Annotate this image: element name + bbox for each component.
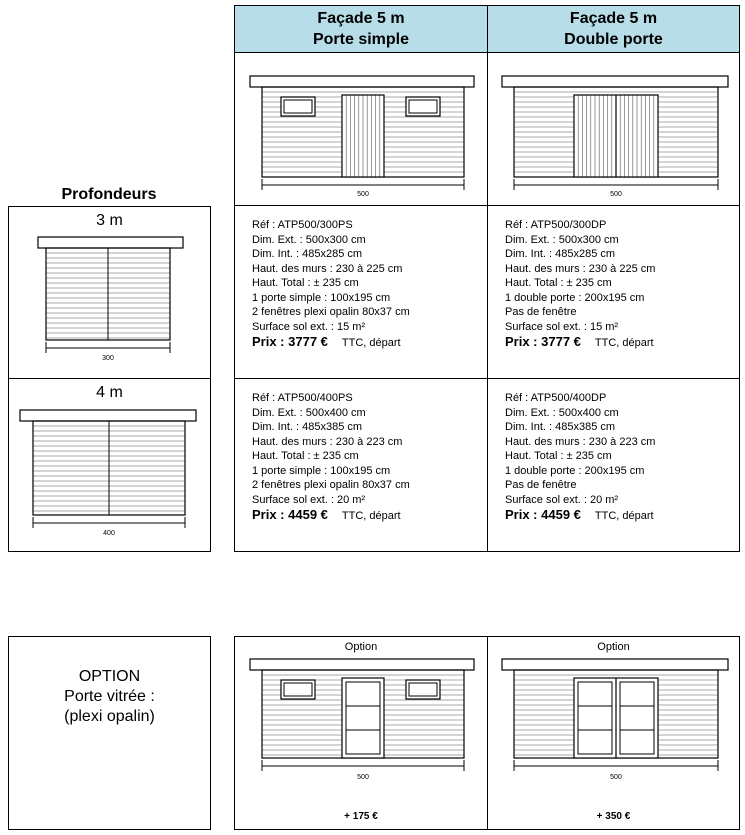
header-single-door bbox=[234, 5, 488, 53]
spec-price: Prix : 3777 € bbox=[252, 334, 328, 349]
depth-dimension-label: 300 bbox=[102, 355, 114, 362]
spec-cell-300PS bbox=[234, 205, 488, 379]
facade-dimension-label: 500 bbox=[610, 191, 622, 198]
facade-double-drawing bbox=[487, 52, 740, 206]
spec-ttc: TTC, départ bbox=[341, 337, 401, 349]
spec-walls: Haut. des murs : 230 à 223 cm bbox=[252, 435, 403, 448]
spec-cell-300DP bbox=[487, 205, 740, 379]
spec-int: Dim. Int. : 485x285 cm bbox=[505, 248, 616, 260]
spec-door: 1 porte simple : 100x195 cm bbox=[252, 291, 391, 304]
option-label-cell bbox=[8, 636, 211, 830]
side-view-4m-figure bbox=[9, 402, 210, 542]
spec-windows: 2 fenêtres plexi opalin 80x37 cm bbox=[252, 479, 410, 491]
spec-walls: Haut. des murs : 230 à 225 cm bbox=[505, 262, 656, 275]
spec-ttc: TTC, départ bbox=[594, 337, 654, 349]
depths-heading: Profondeurs bbox=[61, 186, 157, 203]
facade-dimension-label: 500 bbox=[357, 774, 369, 781]
side-view-3m-figure bbox=[9, 230, 210, 370]
spec-windows: Pas de fenêtre bbox=[505, 479, 577, 491]
spec-ref: Réf : ATP500/300DP bbox=[505, 219, 607, 231]
spec-windows: Pas de fenêtre bbox=[505, 306, 577, 318]
spec-total: Haut. Total : ± 235 cm bbox=[252, 450, 359, 462]
spec-ref: Réf : ATP500/400DP bbox=[505, 392, 607, 404]
spec-door: 1 double porte : 200x195 cm bbox=[505, 464, 645, 477]
spec-price: Prix : 4459 € bbox=[505, 507, 581, 522]
option-title: OPTION bbox=[78, 668, 141, 685]
depth-row-4m bbox=[8, 378, 211, 552]
spec-windows: 2 fenêtres plexi opalin 80x37 cm bbox=[252, 306, 410, 318]
facade-single-door-figure bbox=[235, 53, 487, 205]
option-single-door-figure bbox=[235, 653, 487, 793]
door-planks bbox=[342, 95, 384, 177]
spec-cell-400PS bbox=[234, 378, 488, 552]
option-caption: Option bbox=[597, 641, 630, 653]
spec-total: Haut. Total : ± 235 cm bbox=[505, 277, 612, 289]
header-single-line1: Façade 5 m bbox=[317, 10, 405, 27]
facade-dimension-label: 500 bbox=[357, 191, 369, 198]
facade-dimension-label: 500 bbox=[610, 774, 622, 781]
spec-ext: Dim. Ext. : 500x400 cm bbox=[252, 406, 366, 419]
spec-surface: Surface sol ext. : 20 m² bbox=[505, 493, 619, 506]
facade-single-drawing bbox=[234, 52, 488, 206]
depth-label: 3 m bbox=[96, 212, 123, 229]
option-subtitle: Porte vitrée : bbox=[64, 688, 155, 705]
header-single-line2: Porte simple bbox=[312, 31, 410, 48]
spec-cell-400DP bbox=[487, 378, 740, 552]
spec-door: 1 double porte : 200x195 cm bbox=[505, 291, 645, 304]
spec-ttc: TTC, départ bbox=[341, 510, 401, 522]
depth-row-3m bbox=[8, 206, 211, 379]
spec-surface: Surface sol ext. : 15 m² bbox=[252, 320, 366, 333]
option-price-double: + 350 € bbox=[596, 811, 631, 822]
spec-int: Dim. Int. : 485x385 cm bbox=[252, 421, 363, 433]
header-double-line2: Double porte bbox=[564, 31, 663, 48]
spec-walls: Haut. des murs : 230 à 223 cm bbox=[505, 435, 656, 448]
spec-door: 1 porte simple : 100x195 cm bbox=[252, 464, 391, 477]
spec-price: Prix : 4459 € bbox=[252, 507, 328, 522]
spec-ext: Dim. Ext. : 500x400 cm bbox=[505, 406, 619, 419]
spec-price: Prix : 3777 € bbox=[505, 334, 581, 349]
option-double-cell bbox=[487, 636, 740, 830]
option-double-door-figure bbox=[488, 653, 739, 793]
option-single-cell bbox=[234, 636, 488, 830]
spec-surface: Surface sol ext. : 15 m² bbox=[505, 320, 619, 333]
spec-int: Dim. Int. : 485x285 cm bbox=[252, 248, 363, 260]
header-double-line1: Façade 5 m bbox=[569, 10, 658, 27]
facade-double-door-figure bbox=[488, 53, 739, 205]
spec-walls: Haut. des murs : 230 à 225 cm bbox=[252, 262, 403, 275]
header-double-door bbox=[487, 5, 740, 53]
spec-total: Haut. Total : ± 235 cm bbox=[505, 450, 612, 462]
option-material: (plexi opalin) bbox=[64, 708, 155, 725]
depth-label: 4 m bbox=[96, 384, 123, 401]
spec-total: Haut. Total : ± 235 cm bbox=[252, 277, 359, 289]
option-caption: Option bbox=[344, 641, 378, 653]
spec-surface: Surface sol ext. : 20 m² bbox=[252, 493, 366, 506]
spec-ext: Dim. Ext. : 500x300 cm bbox=[505, 233, 619, 246]
option-price-single: + 175 € bbox=[344, 811, 378, 822]
spec-ref: Réf : ATP500/400PS bbox=[252, 392, 353, 404]
spec-ext: Dim. Ext. : 500x300 cm bbox=[252, 233, 366, 246]
spec-int: Dim. Int. : 485x385 cm bbox=[505, 421, 616, 433]
spec-ref: Réf : ATP500/300PS bbox=[252, 219, 353, 231]
depth-dimension-label: 400 bbox=[103, 530, 115, 537]
spec-ttc: TTC, départ bbox=[594, 510, 654, 522]
